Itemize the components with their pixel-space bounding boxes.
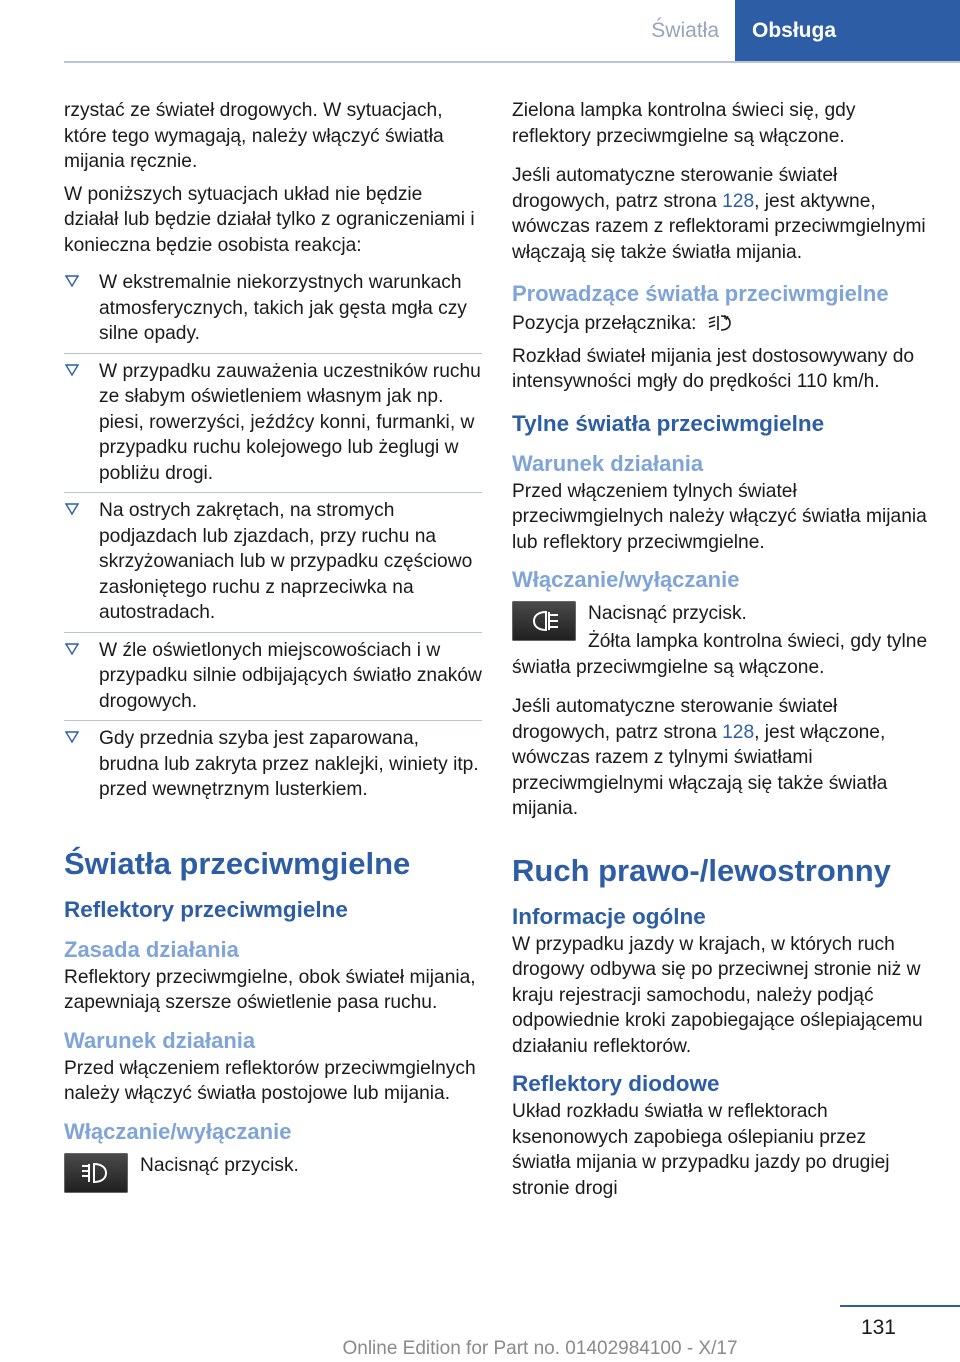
list-item-text: W ekstremalnie niekorzystnych warunkach atmosferycznych, takich jak gęsta mgła czy silne opady. [99,272,467,344]
heading-condition: Warunek działania [64,1027,256,1053]
list-item-text: Na ostrych zakrętach, na stromych podjazdach lub zjazdach, przy ruchu na skrzyżowaniach lub w przypadku częściowo zasłoniętego ruchu z naprzeciwka na autostradach. [99,500,473,623]
left-column [64,98,482,1193]
paragraph [512,163,930,265]
list-item [64,721,482,809]
list-item [64,354,482,494]
section-title-fog-lights: Światła przeciwmgielne [64,845,411,881]
subsection-title-general-info: Informacje ogólne [512,903,706,929]
heading-principle: Zasada działania [64,936,239,962]
list-item [64,265,482,354]
triangle-bullet-icon [65,502,79,516]
list-item-text: W źle oświetlonych miejscowościach i w przypadku silnie odbijających światło znaków drogowych. [99,639,482,712]
paragraph: W poniższych sytuacjach układ nie będzie działał lub będzie działał tylko z ograniczeniami i konieczna będzie osobista reakcja: [64,183,475,256]
subsection-title-front-fog: Reflektory przeciwmgielne [64,896,348,922]
triangle-bullet-icon [65,642,79,656]
front-fog-light-button[interactable] [64,1153,128,1193]
heading-condition: Warunek działania [512,450,704,476]
list-item-text: Gdy przednia szyba jest zaparowana, brudna lub zakryta przez naklejki, winiety itp. przed wewnętrznym lusterkiem. [99,728,479,800]
heading-on-off: Włączanie/wyłączanie [512,567,740,592]
right-column [512,98,930,1208]
conditions-list [64,265,482,809]
paragraph: W przypadku jazdy w krajach, w których ruch drogowy odbywa się po przeciwnej stronie niż w kraju rejestracji samochodu, należy podjąć odpowiednie kroki zapobiegające oślepiającemu działaniu reflektorów. [512,933,923,1057]
paragraph: Przed włączeniem reflektorów przeciwmgielnych należy włączyć światła postojowe lub mijania. [64,1057,476,1104]
triangle-bullet-icon [65,730,79,744]
page-number: 131 [860,1316,896,1339]
text-span: Jeśli automatyczne sterowanie świateł drogowych, patrz strona [512,165,838,212]
footer-divider [840,1305,960,1307]
text-span: Jeśli automatyczne sterowanie świateł drogowych, patrz strona [512,696,838,743]
text-span: Pozycja przełącznika: [512,313,697,334]
paragraph: Przed włączeniem tylnych świateł przeciwmgielnych należy włączyć światła mijania lub reflektory przeciwmgielne. [512,480,927,553]
paragraph [512,311,930,337]
front-fog-button-row [64,1153,482,1193]
tab-operation[interactable]: Obsługa [735,0,960,62]
header-divider [64,61,960,63]
page-link-128[interactable]: 128 [722,190,755,212]
paragraph: Reflektory przeciwmgielne, obok świateł mijania, zapewniają szersze oświetlenie pasa ruchu. [64,966,476,1013]
subsection-title-led-headlights: Reflektory diodowe [512,1071,720,1096]
paragraph [512,694,930,822]
subsection-title-rear-fog: Tylne światła przeciwmgielne [512,410,825,436]
paragraph: Układ rozkładu światła w reflektorach ksenonowych zapobiega oślepianiu przez światła mijania w przypadku jazdy po drugiej stronie drogi [512,1101,890,1199]
heading-on-off: Włączanie/wyłączanie [64,1118,292,1144]
page-link-128[interactable]: 128 [722,721,755,743]
paragraph: Rozkład świateł mijania jest dostosowywany do intensywności mgły do prędkości 110 km/h. [512,345,915,392]
rear-fog-light-button[interactable] [512,601,576,641]
front-fog-light-icon [78,1161,114,1185]
instruction-text: Nacisnąć przycisk. [140,1154,299,1176]
list-item [64,493,482,633]
instruction-text: Nacisnąć przycisk. [588,603,747,624]
triangle-bullet-icon [65,363,79,377]
fog-switch-position-icon [706,313,734,333]
tab-section-lights[interactable]: Światła [651,19,719,42]
triangle-bullet-icon [65,274,79,288]
paragraph: rzystać ze świateł drogowych. W sytuacjach, które tego wymagają, należy włączyć światła mijania ręcznie. [64,100,444,172]
page-header [0,0,960,64]
heading-guiding-fog-lights: Prowadzące światła przeciwmgielne [512,281,889,306]
list-item [64,633,482,722]
section-title-traffic-side: Ruch prawo-/lewostronny [512,852,891,888]
list-item-text: W przypadku zauważenia uczestników ruchu ze słabym oświetleniem własnym jak np. piesi, rowerzyści, jeźdźcy konni, furmanki, w przypadku ruchu kolejowego lub żeglugi w pobliżu drogi. [99,360,481,484]
paragraph: Zielona lampka kontrolna świeci się, gdy reflektory przeciwmgielne są włączone. [512,100,856,147]
rear-fog-light-icon [526,609,562,633]
paragraph: Żółta lampka kontrolna świeci, gdy tylne światła przeciwmgielne są włączone. [512,631,928,678]
edition-note: Online Edition for Part no. 01402984100 - X/17 [342,1338,738,1359]
text-span: , jest aktywne, wówczas razem z reflektorami przeciwmgielnymi włączają się także światła mijania. [512,190,926,263]
text-span: , jest włączone, wówczas razem z tylnymi światłami przeciwmgielnymi włączają się także światła mijania. [512,721,888,819]
